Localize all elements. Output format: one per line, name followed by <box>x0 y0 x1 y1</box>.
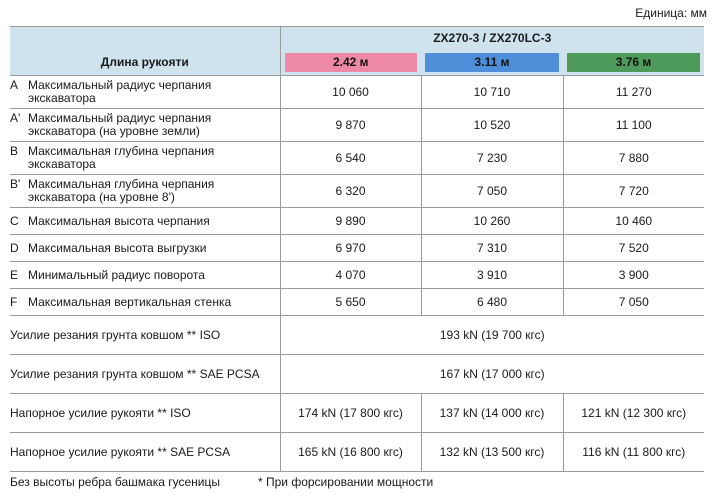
value-cell: 3 910 <box>421 262 563 289</box>
row-code: C <box>10 213 19 228</box>
table-row <box>10 355 704 394</box>
value-cell: 6 540 <box>280 142 421 175</box>
arm-1-chip: 2.42 м <box>285 53 418 72</box>
row-label-cell <box>10 235 280 262</box>
value-cell: 5 650 <box>280 289 421 316</box>
row-label: Максимальный радиус черпания экскаватора (на уровне земли) <box>28 111 212 138</box>
table-row <box>10 109 704 142</box>
row-label-cell <box>10 142 280 175</box>
table-row <box>10 76 704 109</box>
arm-3-chip: 3.76 м <box>567 53 700 72</box>
footnote-track: Без высоты ребра башмака гусеницы <box>10 475 220 489</box>
value-cell: 10 460 <box>563 208 704 235</box>
value-cell: 10 710 <box>421 76 563 109</box>
value-cell: 3 900 <box>563 262 704 289</box>
arm-length-label: Длина рукояти <box>10 49 280 76</box>
value-cell: 6 970 <box>280 235 421 262</box>
unit-label: Единица: мм <box>635 6 707 20</box>
force-value: 174 kN (17 800 кгс) <box>280 394 421 433</box>
value-cell: 6 320 <box>280 175 421 208</box>
force-label: Напорное усилие рукояти ** ISO <box>10 394 280 433</box>
row-code: B <box>10 144 19 158</box>
row-label-cell <box>10 289 280 316</box>
value-cell: 10 260 <box>421 208 563 235</box>
value-cell: 11 100 <box>563 109 704 142</box>
value-cell: 7 230 <box>421 142 563 175</box>
value-cell: 11 270 <box>563 76 704 109</box>
table-row <box>10 208 704 235</box>
row-label: Максимальная глубина черпания экскаватора <box>28 144 215 171</box>
model-header: ZX270-3 / ZX270LC-3 <box>280 27 704 50</box>
force-label: Усилие резания грунта ковшом ** SAE PCSA <box>10 355 280 394</box>
force-value-span: 167 kN (17 000 кгс) <box>280 355 704 394</box>
force-value: 116 kN (11 800 кгс) <box>563 433 704 472</box>
header-corner <box>10 27 280 50</box>
row-code: A <box>10 78 19 92</box>
table-row <box>10 142 704 175</box>
value-cell: 7 880 <box>563 142 704 175</box>
row-label: Максимальная высота черпания <box>28 213 210 228</box>
row-code: F <box>10 294 18 309</box>
table-row <box>10 289 704 316</box>
force-label: Напорное усилие рукояти ** SAE PCSA <box>10 433 280 472</box>
row-code: B' <box>10 177 21 191</box>
spec-table <box>10 26 704 472</box>
force-label: Усилие резания грунта ковшом ** ISO <box>10 316 280 355</box>
footnote-power: * При форсировании мощности <box>258 475 434 489</box>
table-row <box>10 394 704 433</box>
row-label-cell <box>10 76 280 109</box>
value-cell: 9 890 <box>280 208 421 235</box>
table-row <box>10 262 704 289</box>
value-cell: 7 310 <box>421 235 563 262</box>
row-code: D <box>10 240 19 255</box>
arm-2-chip: 3.11 м <box>425 53 559 72</box>
row-label: Максимальный радиус черпания экскаватора <box>28 78 212 105</box>
force-value: 165 kN (16 800 кгс) <box>280 433 421 472</box>
row-label: Минимальный радиус поворота <box>28 267 205 282</box>
value-cell: 7 520 <box>563 235 704 262</box>
force-value-span: 193 kN (19 700 кгс) <box>280 316 704 355</box>
row-label: Максимальная вертикальная стенка <box>28 294 232 309</box>
arm-col-2 <box>421 49 563 76</box>
value-cell: 9 870 <box>280 109 421 142</box>
row-code: A' <box>10 111 21 125</box>
value-cell: 4 070 <box>280 262 421 289</box>
row-label-cell <box>10 208 280 235</box>
force-value: 121 kN (12 300 кгс) <box>563 394 704 433</box>
row-label: Максимальная высота выгрузки <box>28 240 207 255</box>
row-label-cell <box>10 109 280 142</box>
table-row <box>10 316 704 355</box>
row-label-cell <box>10 175 280 208</box>
arm-col-1 <box>280 49 421 76</box>
table-row <box>10 175 704 208</box>
value-cell: 10 060 <box>280 76 421 109</box>
value-cell: 10 520 <box>421 109 563 142</box>
value-cell: 7 720 <box>563 175 704 208</box>
row-code: E <box>10 267 19 282</box>
arm-col-3 <box>563 49 704 76</box>
table-row <box>10 235 704 262</box>
row-label-cell <box>10 262 280 289</box>
value-cell: 6 480 <box>421 289 563 316</box>
table-row <box>10 433 704 472</box>
force-value: 137 kN (14 000 кгс) <box>421 394 563 433</box>
value-cell: 7 050 <box>421 175 563 208</box>
value-cell: 7 050 <box>563 289 704 316</box>
force-value: 132 kN (13 500 кгс) <box>421 433 563 472</box>
row-label: Максимальная глубина черпания экскаватора (на уровне 8') <box>28 177 215 204</box>
